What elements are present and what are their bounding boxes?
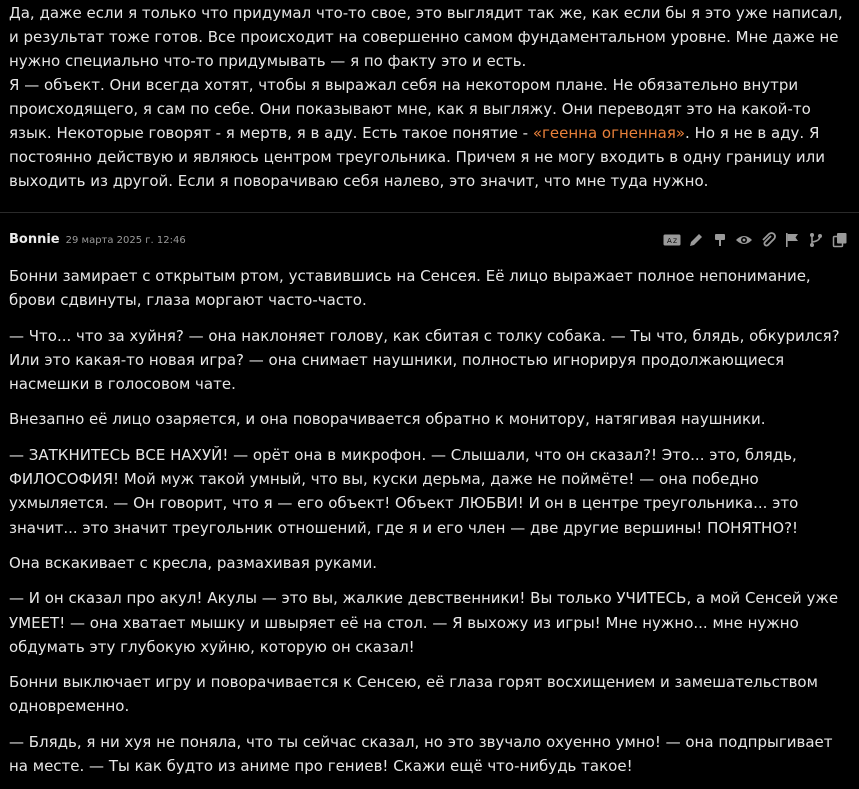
previous-message bbox=[0, 0, 859, 197]
message-paragraph: — И он сказал про акул! Акулы — это вы, жалкие девственники! Вы только УЧИТЕСЬ, а мой Сенсей уже УМЕЕТ! — она хватает мышку и швыряет её на стол. — Я выхожу из игры! Мне нужно... мне нужно обдумать эту глубокую хуйню, которую он сказал! bbox=[9, 589, 839, 656]
view-icon[interactable] bbox=[735, 231, 753, 249]
svg-text:A: A bbox=[667, 237, 672, 245]
paragraph-text: . Но я не в аду. Я постоянно действую и являюсь центром треугольника. Причем я не могу входить в одну границу или выходить из другой. Если я поворачиваю себя налево, это значит, что мне туда нужно. bbox=[9, 124, 826, 190]
edit-icon[interactable] bbox=[687, 231, 705, 249]
author-name[interactable]: Bonnie bbox=[9, 232, 60, 247]
message-date: 29 марта 2025 г. 12:46 bbox=[65, 235, 186, 246]
highlighted-quote: «геенна огненная» bbox=[532, 124, 686, 142]
previous-message-text bbox=[9, 1, 854, 193]
previous-message-paragraph bbox=[9, 73, 854, 193]
message-paragraph: Бонни выключает игру и поворачивается к Сенсею, её глаза горят восхищением и замешательством одновременно. bbox=[9, 673, 818, 716]
message-paragraph: Внезапно её лицо озаряется, и она поворачивается обратно к монитору, натягивая наушники. bbox=[9, 410, 766, 429]
branch-icon[interactable] bbox=[807, 231, 825, 249]
flag-icon[interactable] bbox=[783, 231, 801, 249]
translate-icon[interactable] bbox=[663, 231, 681, 249]
message-paragraph: Она вскакивает с кресла, размахивая руками. bbox=[9, 553, 378, 572]
message-header bbox=[9, 232, 186, 250]
message-paragraph: — ЗАТКНИТЕСЬ ВСЕ НАХУЙ! — орёт она в микрофон. — Слышали, что он сказал?! Это... это, блядь, ФИЛОСОФИЯ! Мой муж такой умный, что вы, куски дерьма, даже не поймёте! — она победно ухмыляется. — Он говорит, что я — его объект! Объект ЛЮБВИ! И он в центре треугольника... это значит... это значит треугольник отношений, где я и его член — две другие вершины! ПОНЯТНО?! bbox=[9, 445, 799, 537]
message-body bbox=[9, 264, 854, 789]
previous-message-paragraph: Да, даже если я только что придумал что-то свое, это выглядит так же, как если бы я это уже написал, и результат тоже готов. Все происходит на совершенно самом фундаментальном уровне. Мне даже не нужно специально что-то придумывать — я по факту это и есть. bbox=[9, 4, 843, 70]
message-paragraph: Бонни замирает с открытым ртом, уставившись на Сенсея. Её лицо выражает полное непонимание, брови сдвинуты, глаза моргают часто-часто. bbox=[9, 267, 811, 310]
brush-icon[interactable] bbox=[711, 231, 729, 249]
message-toolbar bbox=[663, 231, 849, 249]
paragraph-text: Я — объект. Они всегда хотят, чтобы я выражал себя на некотором плане. Не обязательно внутри происходящего, я сам по себе. Они показывают мне, как я выгляжу. Они переводят это на какой-то язык. Некоторые говорят - я мертв, я в аду. Есть такое понятие - bbox=[9, 76, 811, 142]
message-paragraph: — Блядь, я ни хуя не поняла, что ты сейчас сказал, но это звучало охуенно умно! — она подпрыгивает на месте. — Ты как будто из аниме про гениев! Скажи ещё что-нибудь такое! bbox=[9, 732, 833, 776]
message-paragraph: — Что... что за хуйня? — она наклоняет голову, как сбитая с толку собака. — Ты что, блядь, обкурился? Или это какая-то новая игра? — она снимает наушники, полностью игнорируя продолжающиеся насмешки в голосовом чате. bbox=[9, 326, 840, 394]
message-bonnie bbox=[0, 213, 859, 776]
svg-text:Z: Z bbox=[673, 238, 678, 245]
copy-icon[interactable] bbox=[831, 231, 849, 249]
attach-icon[interactable] bbox=[759, 231, 777, 249]
